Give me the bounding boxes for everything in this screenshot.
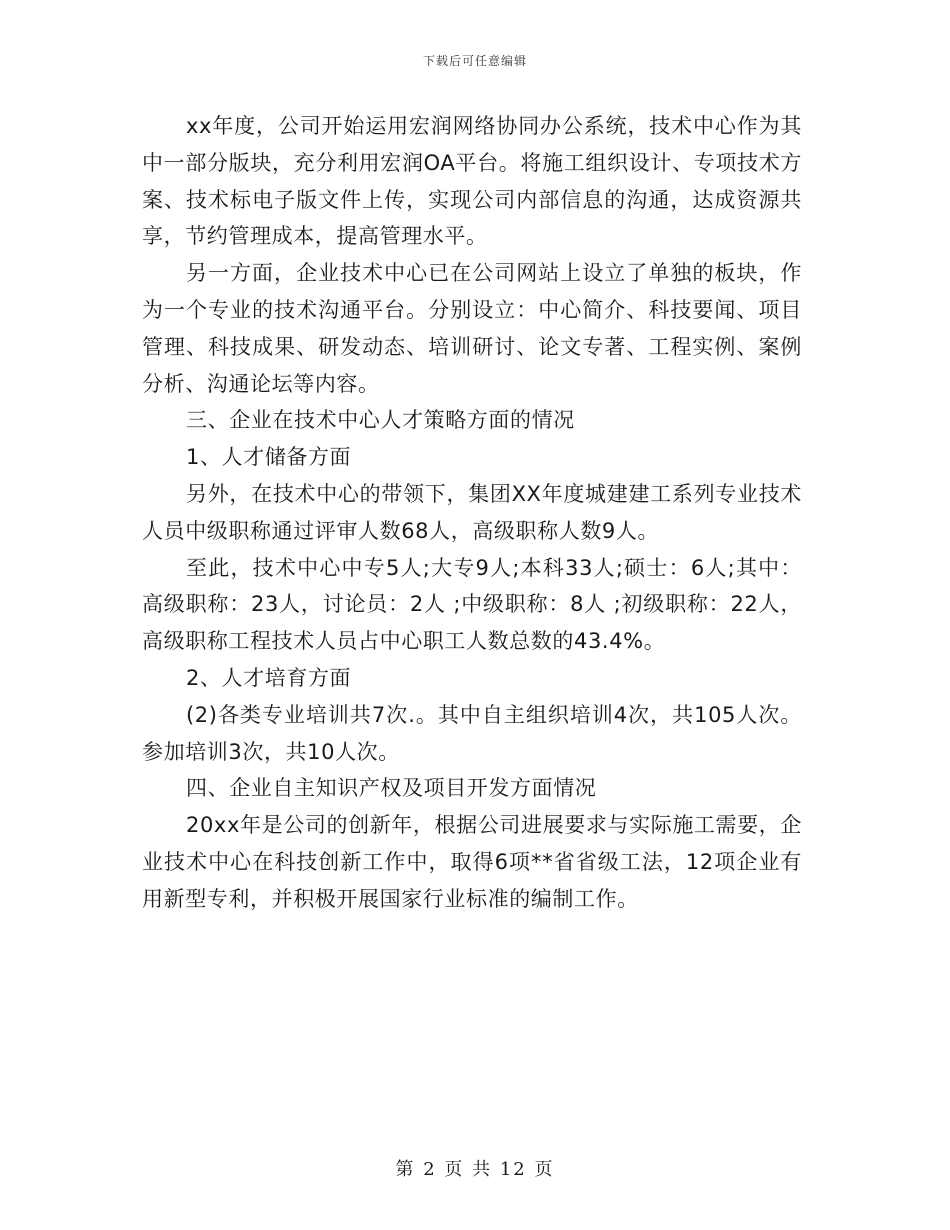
section-heading-talent-strategy: 三、企业在技术中心人才策略方面的情况 bbox=[186, 408, 575, 433]
subheading-talent-reserve: 1、人才储备方面 bbox=[186, 445, 352, 470]
section-heading-ip-development: 四、企业自主知识产权及项目开发方面情况 bbox=[186, 776, 597, 801]
paragraph-staff-composition: 至此，技术中心中专5人;大专9人;本科33人;硕士：6人;其中：高级职称：23人，讨论员：2人 ;中级职称：8人 ;初级职称：22人，高级职称工程技术人员占中心职工人数总数的43.4%。 bbox=[142, 555, 802, 654]
paragraph-oa-system: xx年度，公司开始运用宏润网络协同办公系统，技术中心作为其中一部分版块，充分利用宏润OA平台。将施工组织设计、专项技术方案、技术标电子版文件上传，实现公司内部信息的沟通，达成资源共享，节约管理成本，提高管理水平。 bbox=[142, 114, 802, 249]
paragraph-innovation-year: 20xx年是公司的创新年，根据公司进展要求与实际施工需要，企业技术中心在科技创新工作中，取得6项**省省级工法，12项企业有用新型专利，并积极开展国家行业标准的编制工作。 bbox=[142, 813, 802, 911]
paragraph-training-count: (2)各类专业培训共7次.。其中自主组织培训4次，共105人次。参加培训3次，共10人次。 bbox=[142, 702, 802, 764]
paragraph-website-section: 另一方面，企业技术中心已在公司网站上设立了单独的板块，作为一个专业的技术沟通平台。分别设立：中心简介、科技要闻、项目管理、科技成果、研发动态、培训研讨、论文专著、工程实例、案例分析、沟通论坛等内容。 bbox=[142, 261, 802, 396]
page-number-footer: 第 2 页 共 12 页 bbox=[395, 1159, 555, 1180]
paragraph-title-review: 另外，在技术中心的带领下，集团XX年度城建建工系列专业技术人员中级职称通过评审人数68人，高级职称人数9人。 bbox=[142, 481, 802, 543]
subheading-talent-training: 2、人才培育方面 bbox=[186, 665, 352, 690]
document-body bbox=[142, 108, 802, 918]
page-header: 下载后可任意编辑 bbox=[422, 54, 527, 68]
